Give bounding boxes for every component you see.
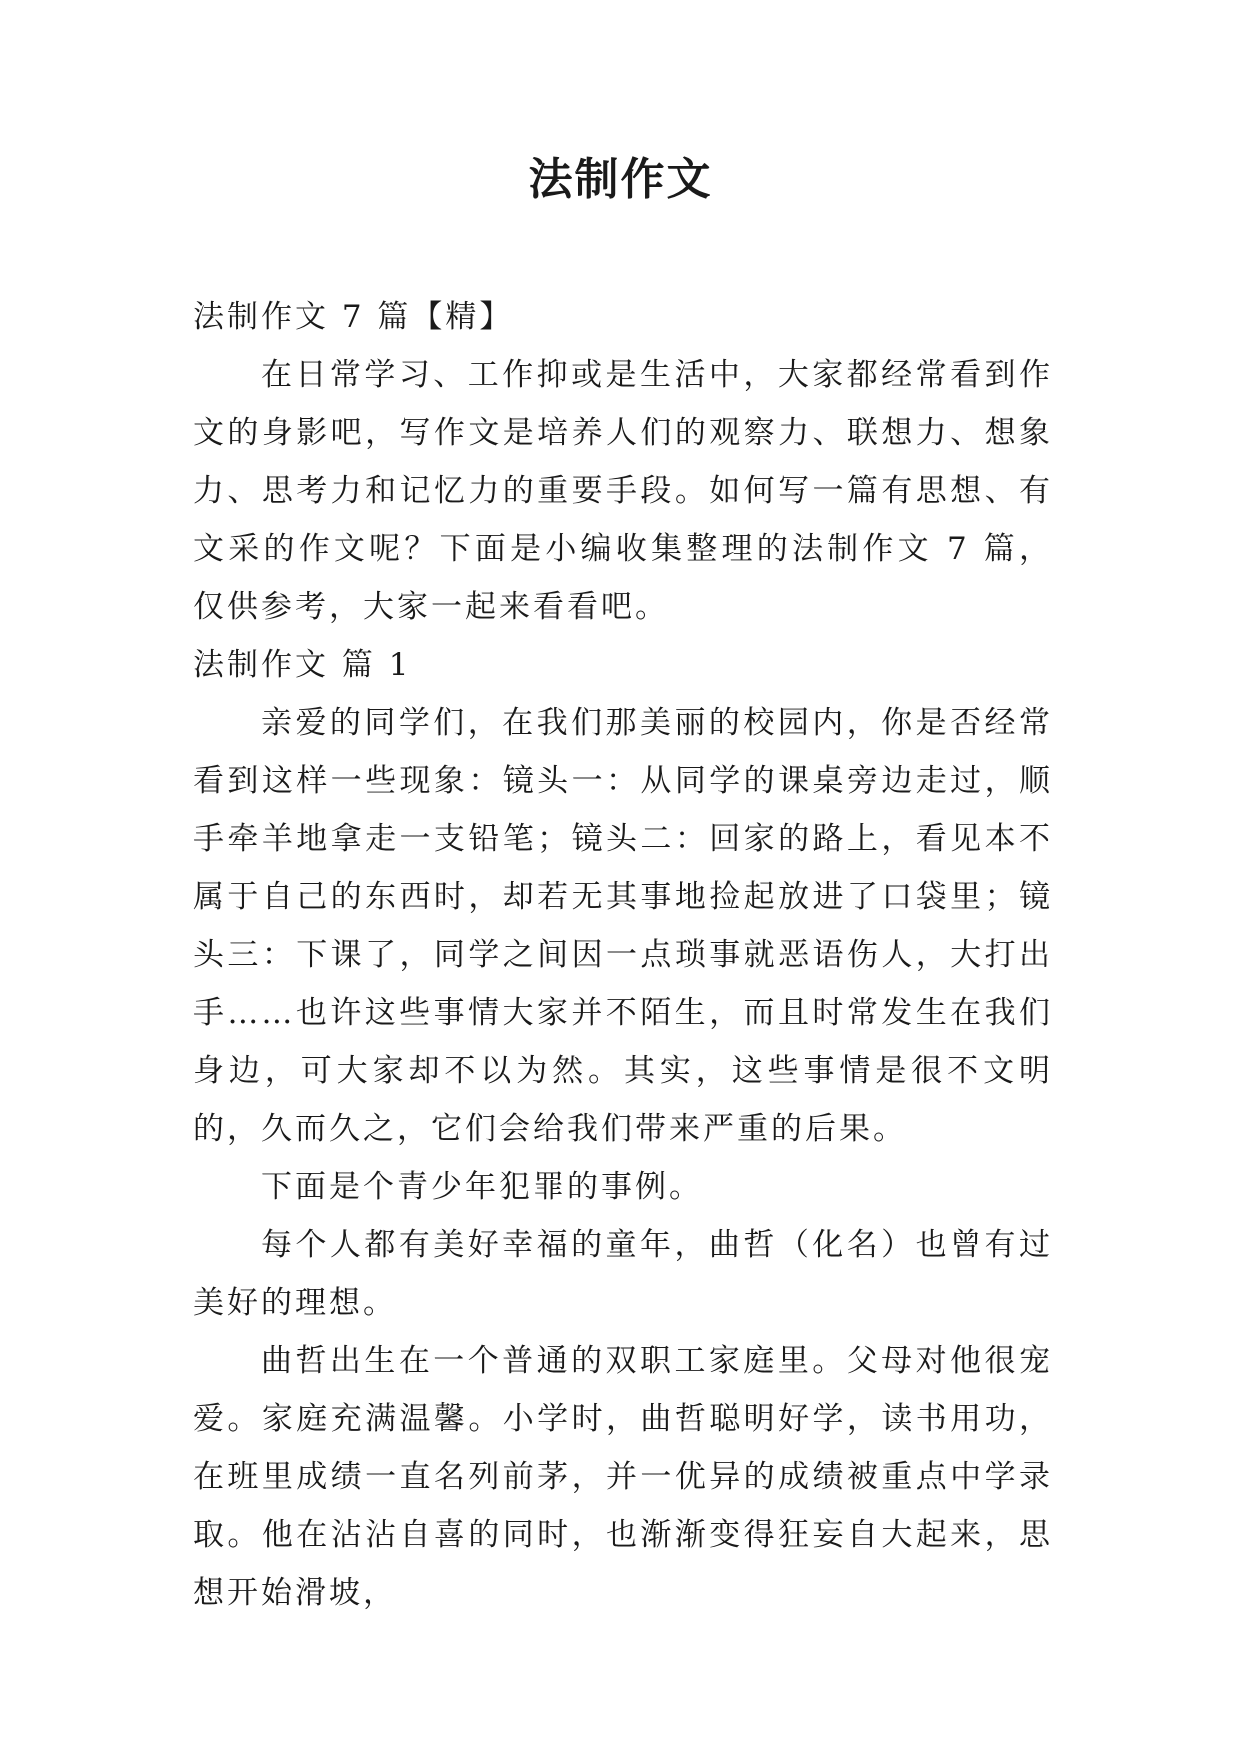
intro-paragraph: 在日常学习、工作抑或是生活中，大家都经常看到作文的身影吧，写作文是培养人们的观察力、联想力、想象力、思考力和记忆力的重要手段。如何写一篇有思想、有文采的作文呢？下面是小编收集整理的法制作文 7 篇，仅供参考，大家一起来看看吧。 [193,357,1053,625]
section-heading-1: 法制作文 篇 1 [193,647,412,683]
document-body [193,288,1053,1622]
body-paragraph: 亲爱的同学们，在我们那美丽的校园内，你是否经常看到这样一些现象：镜头一：从同学的课桌旁边走过，顺手牵羊地拿走一支铅笔；镜头二：回家的路上，看见本不属于自己的东西时，却若无其事地捡起放进了口袋里；镜头三：下课了，同学之间因一点琐事就恶语伤人，大打出手……也许这些事情大家并不陌生，而且时常发生在我们身边，可大家却不以为然。其实，这些事情是很不文明的，久而久之，它们会给我们带来严重的后果。 [193,705,1053,1147]
body-paragraph: 曲哲出生在一个普通的双职工家庭里。父母对他很宠爱。家庭充满温馨。小学时，曲哲聪明好学，读书用功，在班里成绩一直名列前茅，并一优异的成绩被重点中学录取。他在沾沾自喜的同时，也渐渐变得狂妄自大起来，思想开始滑坡， [193,1343,1053,1611]
document-title: 法制作文 [528,154,713,205]
body-paragraph: 每个人都有美好幸福的童年，曲哲（化名）也曾有过美好的理想。 [193,1227,1053,1321]
subtitle-line: 法制作文 7 篇【精】 [193,299,514,335]
body-paragraph: 下面是个青少年犯罪的事例。 [261,1169,703,1205]
